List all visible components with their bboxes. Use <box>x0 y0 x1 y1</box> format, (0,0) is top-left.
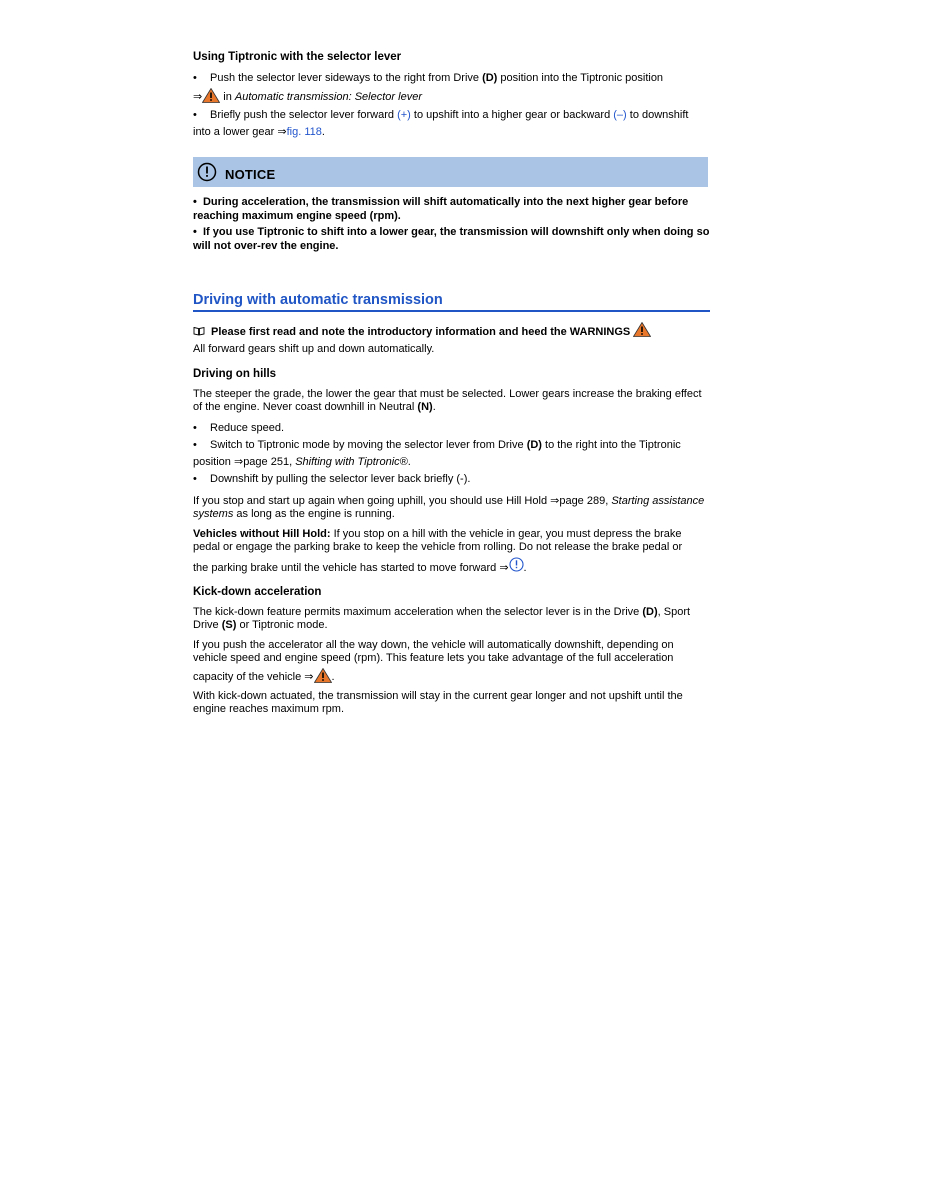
tiptronic-heading: Using Tiptronic with the selector lever <box>193 51 402 63</box>
bullet-dot: • <box>193 421 197 434</box>
tiptronic-bullet-2-cont: into a lower gear ⇒fig. 118. <box>193 126 325 138</box>
tiptronic-bullet-1: • Push the selector lever sideways to the right from Drive (D) position into the Tiptronic position <box>193 72 664 84</box>
cross-reference-link[interactable]: Automatic transmission: Selector lever <box>234 91 422 103</box>
bullet-dot: • <box>193 438 197 451</box>
bullet-dot: • <box>193 109 197 121</box>
section-title: Driving with automatic transmission <box>193 291 710 312</box>
kickdown-paragraph-2-cont: capacity of the vehicle ⇒ . <box>193 668 710 684</box>
tiptronic-bullet-1-cont: ⇒ in Automatic transmission: Selector lever <box>193 88 710 104</box>
cross-reference-link[interactable]: Starting assistance systems <box>193 494 705 520</box>
notice-circle-icon[interactable] <box>509 557 524 572</box>
notice-item-2: • If you use Tiptronic to shift into a lower gear, the transmission will downshift only when doing so will not over-rev the engine. <box>193 226 710 252</box>
hills-bullet-2-cont: position ⇒page 251, Shifting with Tiptronic®. <box>193 455 411 468</box>
intro-note: Please first read and note the introductory information and heed the WARNINGS <box>193 322 710 340</box>
tiptronic-bullet-2: • Briefly push the selector lever forward (+) to upshift into a higher gear or backward (–) to downshift <box>193 109 689 121</box>
page-content <box>193 50 710 717</box>
hills-heading: Driving on hills <box>193 367 277 380</box>
no-hill-hold-paragraph: Vehicles without Hill Hold: If you stop on a hill with the vehicle in gear, you must depress the brake pedal or engage the parking brake to keep the vehicle from rolling. Do not release the brake pedal or <box>193 527 683 553</box>
figure-link[interactable]: fig. 118 <box>286 126 322 138</box>
bullet-dot: • <box>193 226 203 238</box>
hills-bullet-1: • Reduce speed. <box>193 421 284 434</box>
kickdown-paragraph-2: If you push the accelerator all the way down, the vehicle will automatically downshift, depending on vehicle speed and engine speed (rpm). This feature lets you take advantage of the full acceleration <box>193 638 674 664</box>
all-forward-text: All forward gears shift up and down automatically. <box>193 343 435 355</box>
kickdown-heading: Kick-down acceleration <box>193 585 322 598</box>
book-icon <box>193 326 205 336</box>
notice-label: NOTICE <box>225 167 276 182</box>
kickdown-paragraph-3: With kick-down actuated, the transmission will stay in the current gear longer and not upshift until the engine reaches maximum rpm. <box>193 689 683 715</box>
no-hill-hold-cont: the parking brake until the vehicle has started to move forward ⇒ . <box>193 557 710 575</box>
hill-hold-paragraph: If you stop and start up again when going uphill, you should use Hill Hold ⇒page 289, Starting assistance systems as long as the engine is running. <box>193 494 705 520</box>
warning-triangle-icon <box>202 88 220 103</box>
notice-circle-icon <box>197 162 217 182</box>
cross-reference-link[interactable]: Shifting with Tiptronic® <box>295 455 408 468</box>
hills-paragraph: The steeper the grade, the lower the gear that must be selected. Lower gears increase the braking effect of the engine. Never coast downhill in Neutral (N). <box>193 387 702 413</box>
bullet-dot: • <box>193 196 203 208</box>
bullet-dot: • <box>193 472 197 485</box>
warning-triangle-icon[interactable] <box>314 668 332 683</box>
kickdown-paragraph-1: The kick-down feature permits maximum acceleration when the selector lever is in the Drive (D), Sport Drive (S) or Tiptronic mode. <box>193 605 691 631</box>
hills-bullet-2: • Switch to Tiptronic mode by moving the selector lever from Drive (D) to the right into the Tiptronic <box>193 438 681 451</box>
notice-item-1: • During acceleration, the transmission will shift automatically into the next higher gear before reaching maximum engine speed (rpm). <box>193 196 689 222</box>
notice-banner <box>193 157 708 187</box>
notice-list <box>193 196 710 253</box>
bullet-dot: • <box>193 72 197 84</box>
warning-triangle-icon[interactable] <box>633 322 651 337</box>
hills-bullet-3: • Downshift by pulling the selector lever back briefly (-). <box>193 472 471 485</box>
